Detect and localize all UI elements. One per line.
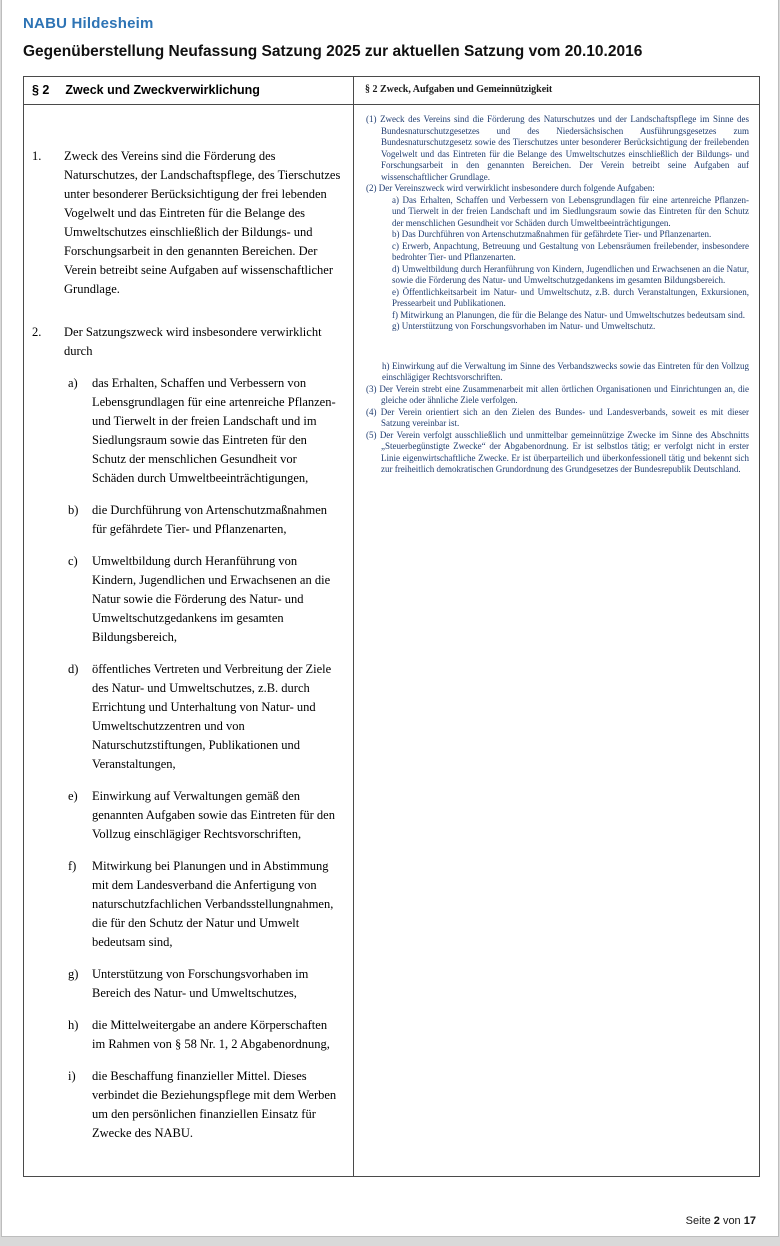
- right-paragraph-label: (3): [366, 383, 377, 394]
- left-subitem-b: [32, 501, 341, 539]
- right-paragraph-label: (4): [366, 406, 377, 417]
- left-item-text: Der Satzungszweck wird insbesondere verwirklicht durch: [64, 325, 322, 358]
- left-subitem-d: [32, 660, 341, 774]
- page-label: Seite: [685, 1215, 711, 1227]
- left-item-label: 2.: [32, 325, 42, 339]
- right-subitem-e: [392, 287, 749, 310]
- right-subitem-label: e): [392, 286, 399, 297]
- right-subitem-label: c): [392, 240, 399, 251]
- left-subitem-label: g): [68, 967, 79, 981]
- left-subitem-text: Einwirkung auf Verwaltungen gemäß den genannten Aufgaben sowie das Eintreten für den Vollzug einschlägiger Rechtsvorschriften,: [92, 789, 335, 841]
- page-indicator: [686, 1215, 756, 1227]
- left-subitem-f: [32, 857, 341, 952]
- left-subitem-label: b): [68, 503, 79, 517]
- right-subitem-c: [392, 241, 749, 264]
- right-subitem-f: [392, 310, 749, 322]
- right-paragraph-label: (2): [366, 183, 377, 193]
- left-subitem-label: d): [68, 662, 79, 676]
- right-paragraph-text: Der Verein verfolgt ausschließlich und unmittelbar gemeinnützige Zwecke im Sinne des Abschnitts „Steuerbegünstigte Zwecke“ der Abgabenordnung. Er ist selbstlos tätig; er verfolgt nicht in erster Linie eigenwirtschaftliche Zwecke. Er ist überparteilich und überkonfessionell tätig und bekennt sich zur freiheitlich demokratischen Grundordnung des Grundgesetzes der Bundesrepublik Deutschland.: [379, 429, 749, 474]
- page-total: 17: [743, 1215, 756, 1227]
- left-subitem-label: i): [68, 1069, 76, 1083]
- left-subitem-text: die Durchführung von Artenschutzmaßnahmen für gefährdete Tier- und Pflanzenarten,: [92, 503, 328, 536]
- right-paragraph-label: (1): [366, 114, 377, 124]
- right-subitem-text: Mitwirkung an Planungen, die für die Belange des Natur- und Umweltschutzes bedeutsam sind.: [400, 309, 745, 320]
- right-paragraph-3: [366, 384, 749, 407]
- left-subitem-text: die Mittelweitergabe an andere Körperschaften im Rahmen von § 58 Nr. 1, 2 Abgabenordnung,: [92, 1018, 330, 1051]
- right-subitem-text: Einwirkung auf die Verwaltung im Sinne des Verbandszwecks sowie das Eintreten für den Vollzug einschlägiger Rechtsvorschriften.: [382, 360, 750, 382]
- page-number: 2: [713, 1215, 720, 1227]
- right-subitem-label: d): [392, 263, 400, 274]
- right-subitem-h: [382, 361, 749, 384]
- right-column-header: § 2 Zweck, Aufgaben und Gemeinnützigkeit: [354, 77, 759, 105]
- right-subitem-label: g): [392, 321, 400, 331]
- left-item-2: [32, 323, 341, 361]
- left-subitem-label: e): [68, 789, 78, 803]
- of-label: von: [722, 1215, 741, 1227]
- right-subitem-text: Umweltbildung durch Heranführung von Kindern, Jugendlichen und Erwachsenen an die Natur, sowie die Förderung des Natur- und Umweltschutzgedankens im gesamten Bildungsbereich.: [392, 263, 749, 285]
- right-paragraph-text: Der Verein strebt eine Zusammenarbeit mit allen örtlichen Organisationen und Einrichtungen an, die gleiche oder ähnliche Ziele verfolgen.: [379, 383, 750, 405]
- right-subitem-text: Öffentlichkeitsarbeit im Natur- und Umweltschutz, z.B. durch Veranstaltungen, Exkursionen, Pressearbeit und Publikationen.: [392, 286, 749, 308]
- left-subitem-label: a): [68, 376, 78, 390]
- left-subitem-text: die Beschaffung finanzieller Mittel. Dieses verbindet die Beziehungspflege mit dem Werben um den persönlichen finanziellen Einsatz für Zwecke des NABU.: [92, 1069, 337, 1140]
- left-item-text: Zweck des Vereins sind die Förderung des Naturschutzes, der Landschaftspflege, des Tierschutzes unter besonderer Berücksichtigung der frei lebenden Vogelwelt und das Eintreten für die Belange des Umweltschutzes einschließlich der Bildungs- und Forschungsarbeit in den genannten Bereichen. Der Verein betreibt seine Aufgaben auf wissenschaftlicher Grundlage.: [64, 149, 341, 296]
- left-subitem-text: öffentliches Vertreten und Verbreitung der Ziele des Natur- und Umweltschutzes, z.B. durch Errichtung und Unterhaltung von Natur- und Umweltschutzzentren und von Naturschutzstiftungen, Publikationen und Veranstaltungen,: [92, 662, 332, 771]
- page-content: [2, 0, 778, 1177]
- right-subitem-text: Unterstützung von Forschungsvorhaben im Natur- und Umweltschutz.: [401, 321, 656, 331]
- left-subitem-i: [32, 1067, 341, 1143]
- right-subitem-label: a): [392, 194, 399, 205]
- left-heading-text: Zweck und Zweckverwirklichung: [65, 83, 260, 97]
- left-item-label: 1.: [32, 149, 42, 163]
- right-paragraph-text: Der Vereinszweck wird verwirklicht insbesondere durch folgende Aufgaben:: [378, 183, 655, 193]
- document-page: [1, 0, 779, 1237]
- left-column-header: [24, 77, 354, 105]
- right-subitem-text: Das Durchführen von Artenschutzmaßnahmen für gefährdete Tier- und Pflanzenarten.: [401, 229, 712, 239]
- right-paragraph-text: Der Verein orientiert sich an den Zielen des Bundes- und Landesverbands, soweit es mit dieser Satzung vereinbar ist.: [380, 406, 749, 428]
- right-subitem-b: [392, 229, 749, 241]
- left-subitem-h: [32, 1016, 341, 1054]
- right-subitem-text: Das Erhalten, Schaffen und Verbessern von Lebensgrundlagen für eine artenreiche Pflanzen- und Tierwelt in der freien Landschaft und im Siedlungsraum sowie das Eintreten für den Schutz der menschlichen Gesundheit vor Schäden durch Umweltbeeinträchtigungen.: [392, 194, 750, 228]
- left-heading-number: § 2: [32, 83, 50, 97]
- left-column-body: [24, 105, 354, 1176]
- right-paragraph-5: [366, 430, 749, 476]
- left-subitem-g: [32, 965, 341, 1003]
- org-title: NABU Hildesheim: [23, 15, 154, 32]
- left-subitem-text: das Erhalten, Schaffen und Verbessern von Lebensgrundlagen für eine artenreiche Pflanzen- und Tierwelt in der freien Landschaft und im Siedlungsraum sowie das Eintreten für den Schutz der menschlichen Gesundheit vor Schäden durch Umweltbeeinträchtigungen,: [92, 376, 336, 485]
- left-item-1: [32, 147, 341, 299]
- right-paragraph-label: (5): [366, 429, 377, 440]
- right-subitem-g: [392, 321, 749, 333]
- right-paragraph-4: [366, 407, 749, 430]
- right-paragraph-1: [366, 114, 749, 183]
- left-subitem-label: f): [68, 859, 77, 873]
- right-subitem-a: [392, 195, 749, 230]
- left-subitem-e: [32, 787, 341, 844]
- left-subitem-label: h): [68, 1018, 79, 1032]
- right-paragraph-text: Zweck des Vereins sind die Förderung des Naturschutzes und der Landschaftspflege im Sinne des Bundesnaturschutzgesetzes und des Niedersächsischen Ausführungsgesetzes zum Bundesnaturschutzgesetz sowie des Tierschutzes unter besonderer Berücksichtigung der freilebenden Vogelwelt und das Eintreten für die Belange des Umweltschutzes einschließlich der Bildungs- und Forschungsarbeit in den genannten Bereichen. Der Verein betreibt seine Aufgaben auf wissenschaftlicher Grundlage.: [380, 114, 750, 182]
- left-subitem-a: [32, 374, 341, 488]
- right-subitem-label: b): [392, 229, 400, 239]
- left-subitem-text: Umweltbildung durch Heranführung von Kindern, Jugendlichen und Erwachsenen an die Natur sowie die Förderung des Natur- und Umweltschutzgedankens im gesamten Bildungsbereich,: [92, 554, 331, 644]
- right-column-body: [354, 105, 759, 1176]
- left-subitem-label: c): [68, 554, 78, 568]
- left-subitem-text: Mitwirkung bei Planungen und in Abstimmung mit dem Landesverband die Anfertigung von naturschutzfachlichen Verbandsstellungnahmen, die für den Schutz der Natur und Umwelt bedeutsam sind,: [92, 859, 334, 949]
- right-subitem-label: h): [382, 360, 390, 371]
- comparison-table: [23, 76, 760, 1177]
- document-title: Gegenüberstellung Neufassung Satzung 2025 zur aktuellen Satzung vom 20.10.2016: [23, 43, 643, 60]
- left-subitem-text: Unterstützung von Forschungsvorhaben im Bereich des Natur- und Umweltschutzes,: [92, 967, 309, 1000]
- right-subitem-text: Erwerb, Anpachtung, Betreuung und Gestaltung von Lebensräumen freilebender, insbesondere bedrohter Tier- und Pflanzenarten.: [392, 240, 749, 262]
- right-subitem-d: [392, 264, 749, 287]
- left-subitem-c: [32, 552, 341, 647]
- right-paragraph-2: [366, 183, 749, 195]
- right-subitem-label: f): [392, 309, 398, 320]
